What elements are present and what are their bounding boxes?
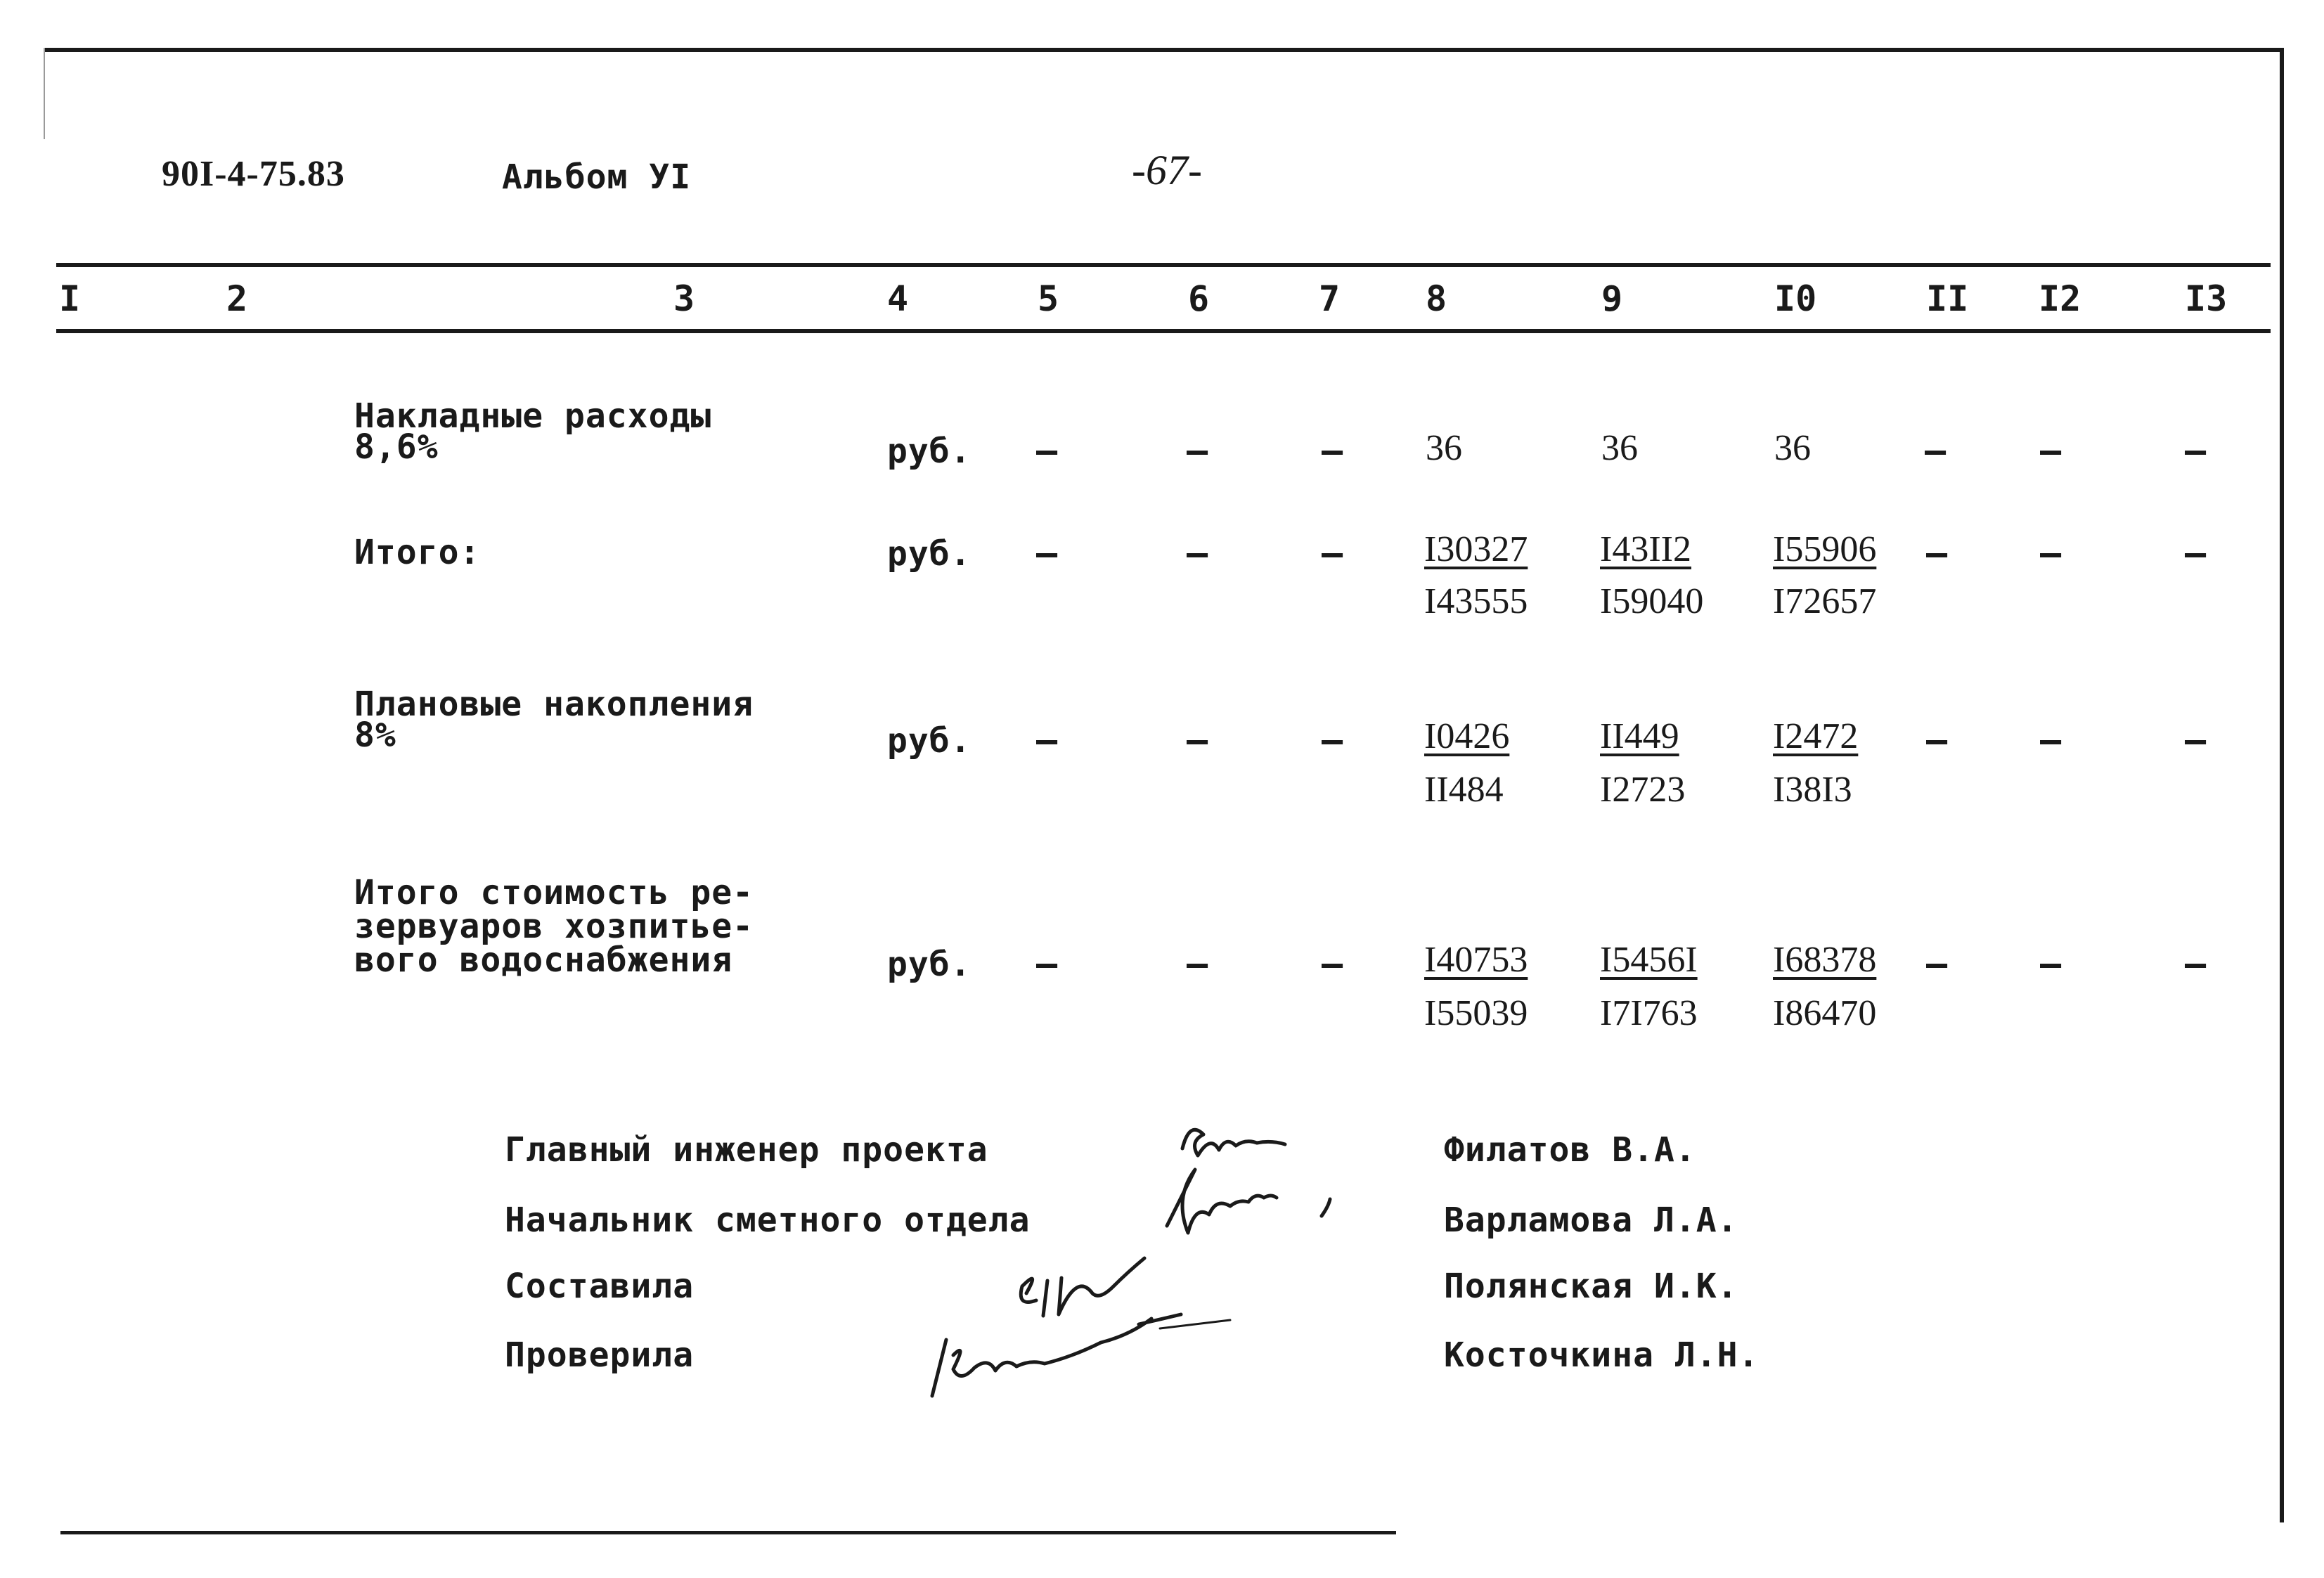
- cell-col13: –: [2185, 533, 2207, 574]
- cell-col8-bottom: I43555: [1424, 581, 1528, 621]
- col-header-9: 9: [1601, 278, 1623, 319]
- unit-cell: руб.: [887, 721, 971, 761]
- cell-col8-top: I40753: [1424, 940, 1528, 980]
- cell-col8-value: 36: [1426, 428, 1462, 468]
- cell-col5: –: [1036, 943, 1058, 984]
- page-number: -67-: [1132, 147, 1202, 193]
- cell-col13: –: [2185, 430, 2207, 471]
- cell-col12: –: [2040, 430, 2062, 471]
- signature-role: Главный инженер проекта: [505, 1130, 988, 1170]
- cell-col6: –: [1187, 943, 1208, 984]
- cell-col10-value: 36: [1774, 428, 1811, 468]
- cell-col9-top: I43II2: [1600, 529, 1691, 569]
- signature-scribble-1: [1182, 1130, 1285, 1156]
- cell-col10-top: I68378: [1773, 940, 1877, 980]
- cell-col9-value: 36: [1601, 428, 1638, 468]
- cell-col10-bottom: I86470: [1773, 993, 1877, 1033]
- signature-name: Филатов В.А.: [1444, 1130, 1696, 1170]
- col-header-2: 2: [226, 278, 248, 319]
- row-label-line: вого водоснабжения: [354, 940, 733, 980]
- row-label-line: Накладные расходы: [354, 396, 712, 436]
- row-label-line: 8,6%: [354, 427, 439, 467]
- unit-cell: руб.: [887, 945, 971, 984]
- cell-col7: –: [1322, 720, 1343, 761]
- cell-col5: –: [1036, 533, 1058, 574]
- cell-col8-top: I30327: [1424, 529, 1528, 569]
- cell-col7: –: [1322, 533, 1343, 574]
- cell-col12: –: [2040, 943, 2062, 984]
- cell-col10-top: I55906: [1773, 529, 1877, 569]
- signature-scribble-2: [1167, 1170, 1330, 1233]
- document-code: 90I-4-75.83: [162, 154, 345, 194]
- row-label-line: 8%: [354, 716, 396, 755]
- cell-col10-top: I2472: [1773, 716, 1859, 756]
- album-label: Альбом УI: [502, 157, 692, 197]
- col-header-6: 6: [1188, 278, 1210, 319]
- cell-col8-top: I0426: [1424, 716, 1510, 756]
- cell-col8-bottom: I55039: [1424, 993, 1528, 1033]
- cell-col9-bottom: I2723: [1600, 770, 1686, 810]
- row-label-line: Итого:: [354, 533, 481, 572]
- col-header-1: I: [59, 278, 81, 319]
- cell-col6: –: [1187, 720, 1208, 761]
- cell-col13: –: [2185, 720, 2207, 761]
- col-header-3: 3: [673, 278, 695, 319]
- cell-col9-top: I5456I: [1600, 940, 1698, 980]
- signature-role: Начальник сметного отдела: [505, 1201, 1031, 1240]
- cell-col5: –: [1036, 720, 1058, 761]
- cell-col10-bottom: I38I3: [1773, 770, 1852, 810]
- cell-col8-bottom: II484: [1424, 770, 1504, 810]
- cell-col13: –: [2185, 943, 2207, 984]
- cell-col6: –: [1187, 533, 1208, 574]
- col-header-12: I2: [2039, 278, 2081, 319]
- cell-col6: –: [1187, 430, 1208, 471]
- unit-cell: руб.: [887, 432, 971, 471]
- signature-name: Полянская И.К.: [1444, 1267, 1738, 1306]
- row-label-line: Плановые накопления: [354, 685, 754, 724]
- cell-col10-bottom: I72657: [1773, 581, 1877, 621]
- cell-col9-bottom: I7I763: [1600, 993, 1698, 1033]
- cell-col11: –: [1926, 720, 1948, 761]
- cell-col9-top: II449: [1600, 716, 1679, 756]
- col-header-7: 7: [1319, 278, 1341, 319]
- signature-role: Проверила: [505, 1336, 695, 1375]
- col-header-10: I0: [1774, 278, 1817, 319]
- col-header-8: 8: [1426, 278, 1447, 319]
- cell-col11: –: [1926, 533, 1948, 574]
- signature-name: Варламова Л.А.: [1444, 1201, 1738, 1240]
- cell-col12: –: [2040, 720, 2062, 761]
- cell-col7: –: [1322, 430, 1343, 471]
- cell-col7: –: [1322, 943, 1343, 984]
- signature-dash: [1160, 1320, 1230, 1328]
- signature-role: Составила: [505, 1267, 695, 1306]
- signature-name: Косточкина Л.Н.: [1444, 1336, 1760, 1375]
- row-label-line: зервуаров хозпитье-: [354, 907, 754, 946]
- cell-col12: –: [2040, 533, 2062, 574]
- cell-col9-bottom: I59040: [1600, 581, 1704, 621]
- cell-col11: –: [1925, 430, 1947, 471]
- col-header-5: 5: [1038, 278, 1059, 319]
- col-header-4: 4: [887, 278, 909, 319]
- signature-scribble-3: [1021, 1258, 1144, 1316]
- cell-col11: –: [1926, 943, 1948, 984]
- cell-col5: –: [1036, 430, 1058, 471]
- col-header-13: I3: [2185, 278, 2228, 319]
- row-label-line: Итого стоимость ре-: [354, 873, 754, 912]
- signature-scribble-4: [932, 1314, 1181, 1396]
- col-header-11: II: [1926, 278, 1969, 319]
- unit-cell: руб.: [887, 534, 971, 574]
